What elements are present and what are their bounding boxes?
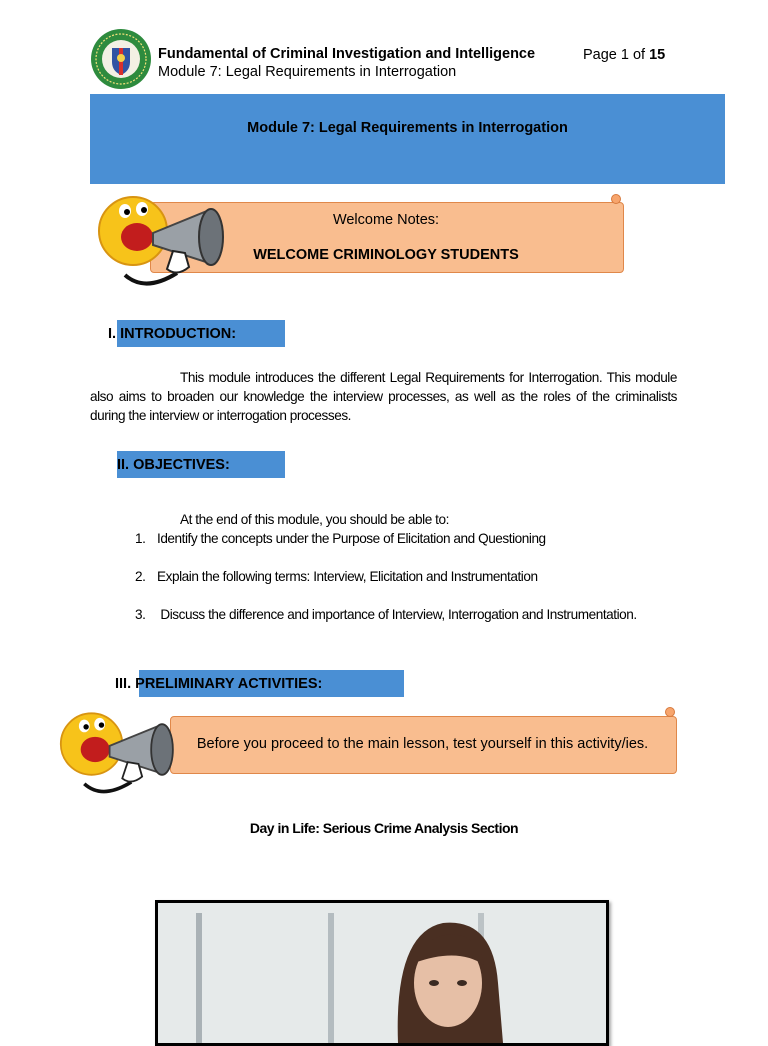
- megaphone-smiley-icon: [97, 193, 232, 291]
- banner-title: Module 7: Legal Requirements in Interrogation: [247, 120, 568, 136]
- introduction-paragraph: [90, 368, 677, 425]
- objective-item: 1. Identify the concepts under the Purpose of Elicitation and Questioning: [135, 531, 546, 546]
- introduction-text: This module introduces the different Legal Requirements for Interrogation. This module also aims to broaden our knowledge the interview processes, as well as the roles of the criminalists during the interview or interrogation processes.: [90, 370, 677, 423]
- welcome-notes-label: Welcome Notes:: [332, 212, 440, 228]
- welcome-title: WELCOME CRIMINOLOGY STUDENTS: [253, 247, 519, 263]
- preliminary-heading: [115, 676, 322, 692]
- page-prefix: Page 1 of: [583, 47, 650, 63]
- objective-item: 3. Discuss the difference and importance of Interview, Interrogation and Instrumentation.: [135, 607, 637, 622]
- preliminary-heading-text: PRELIMINARY ACTIVITIES:: [135, 676, 323, 692]
- megaphone-smiley-icon: [59, 709, 181, 799]
- objectives-heading: II. OBJECTIVES:: [117, 457, 230, 473]
- preliminary-note: Before you proceed to the main lesson, test yourself in this activity/ies.: [196, 736, 649, 752]
- introduction-heading: [108, 326, 236, 342]
- analyst-photo: [155, 900, 609, 1046]
- page-indicator: [583, 47, 665, 63]
- photo-illustration: [158, 903, 606, 1043]
- course-title: Fundamental of Criminal Investigation and Intelligence: [158, 46, 536, 62]
- scroll-curl: [611, 194, 621, 204]
- objective-item: 2. Explain the following terms: Interview, Elicitation and Instrumentation: [135, 569, 538, 584]
- page-total: 15: [649, 47, 666, 63]
- preliminary-heading-num: III.: [115, 676, 136, 692]
- introduction-heading-text: INTRODUCTION:: [120, 326, 237, 342]
- module-subtitle: Module 7: Legal Requirements in Interrogation: [158, 64, 457, 80]
- module-banner: [90, 94, 725, 184]
- university-seal-logo: [90, 28, 152, 90]
- objectives-lead: At the end of this module, you should be able to:: [180, 512, 449, 527]
- scroll-curl: [665, 707, 675, 717]
- video-caption: Day in Life: Serious Crime Analysis Section: [249, 820, 519, 836]
- introduction-heading-num: I.: [108, 326, 121, 342]
